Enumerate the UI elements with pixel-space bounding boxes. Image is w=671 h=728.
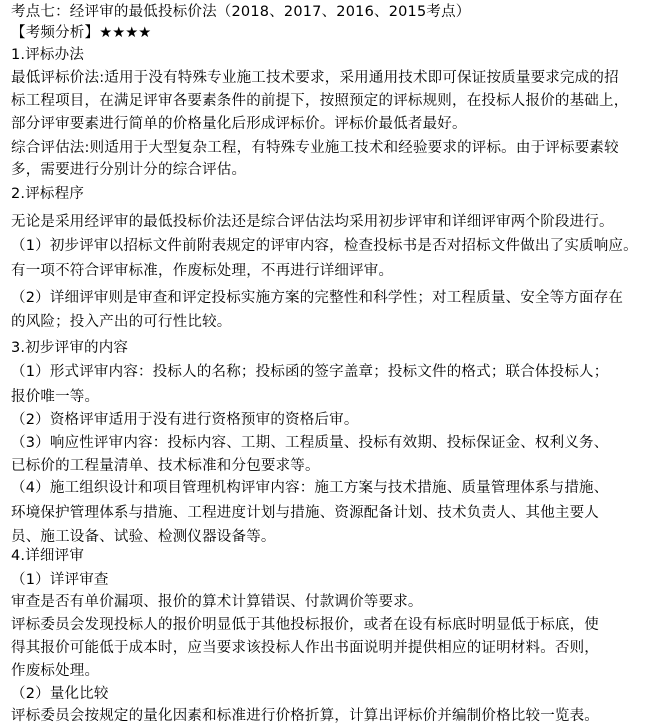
text-line: 评标委员会发现投标人的报价明显低于其他投标报价，或者在设有标底时明显低于标底，使 <box>11 617 599 633</box>
text-line: （2）资格评审适用于没有进行资格预审的资格后审。 <box>11 412 359 428</box>
text-line: （2）详细评审则是审查和评定投标实施方案的完整性和科学性；对工程质量、安全等方面存在 <box>11 290 624 306</box>
text-line: 作废标处理。 <box>11 663 100 679</box>
text-line: 最低评标价法:适用于没有特殊专业施工技术要求，采用通用技术即可保证按质量要求完成的招 <box>11 70 619 86</box>
text-line: 有一项不符合评审标准，作废标处理，不再进行详细评审。 <box>11 263 394 279</box>
text-line: 已标价的工程量清单、技术标准和分包要求等。 <box>11 458 320 474</box>
text-line: 多，需要进行分别计分的综合评估。 <box>11 162 247 178</box>
text-line: 3.初步评审的内容 <box>11 340 129 356</box>
frequency-analysis <box>11 23 151 43</box>
text-line: 无论是采用经评审的最低投标价法还是综合评估法均采用初步评审和详细评审两个阶段进行。 <box>11 214 614 230</box>
text-line: 得其报价可能低于成本时，应当要求该投标人作出书面说明并提供相应的证明材料。否则， <box>11 640 599 656</box>
text-line: 审查是否有单价漏项、报价的算术计算错误、付款调价等要求。 <box>11 594 423 610</box>
text-line: （1）详评审查 <box>11 572 109 588</box>
section-title: 考点七：经评审的最低投标价法（2018、2017、2016、2015考点） <box>11 4 471 20</box>
text-line: 报价唯一等。 <box>11 389 100 405</box>
text-line: （1）初步评审以招标文件前附表规定的评审内容，检查投标书是否对招标文件做出了实质响应。 <box>11 238 638 254</box>
text-line: 评标委员会按规定的量化因素和标准进行价格折算，计算出评标价并编制价格比较一览表。 <box>11 708 599 724</box>
text-line: （4）施工组织设计和项目管理机构评审内容：施工方案与技术措施、质量管理体系与措施、 <box>11 480 609 496</box>
text-line: 2.评标程序 <box>11 186 85 202</box>
text-line: （3）响应性评审内容：投标内容、工期、工程质量、投标有效期、投标保证金、权利义务、 <box>11 435 609 451</box>
text-line: （2）量化比较 <box>11 686 109 702</box>
text-line: 1.评标办法 <box>11 47 85 63</box>
text-line: 标工程项目，在满足评审各要素条件的前提下，按照预定的评标规则，在投标人报价的基础上， <box>11 93 629 109</box>
text-line: （1）形式评审内容：投标人的名称；投标函的签字盖章；投标文件的格式；联合体投标人； <box>11 364 609 380</box>
text-line: 环境保护管理体系与措施、工程进度计划与措施、资源配备计划、技术负责人、其他主要人 <box>11 505 599 521</box>
frequency-label: 【考频分析】 <box>11 25 100 41</box>
text-line: 部分评审要素进行简单的价格量化后形成评标价。评标价最低者最好。 <box>11 116 467 132</box>
star-rating-icon: ★★★★ <box>99 25 152 41</box>
text-line: 综合评估法:则适用于大型复杂工程，有特殊专业施工技术和经验要求的评标。由于评标要素较 <box>11 140 619 156</box>
text-line: 员、施工设备、试验、检测仪器设备等。 <box>11 529 276 545</box>
text-line: 的风险；投入产出的可行性比较。 <box>11 314 232 330</box>
text-line: 4.详细评审 <box>11 548 85 564</box>
